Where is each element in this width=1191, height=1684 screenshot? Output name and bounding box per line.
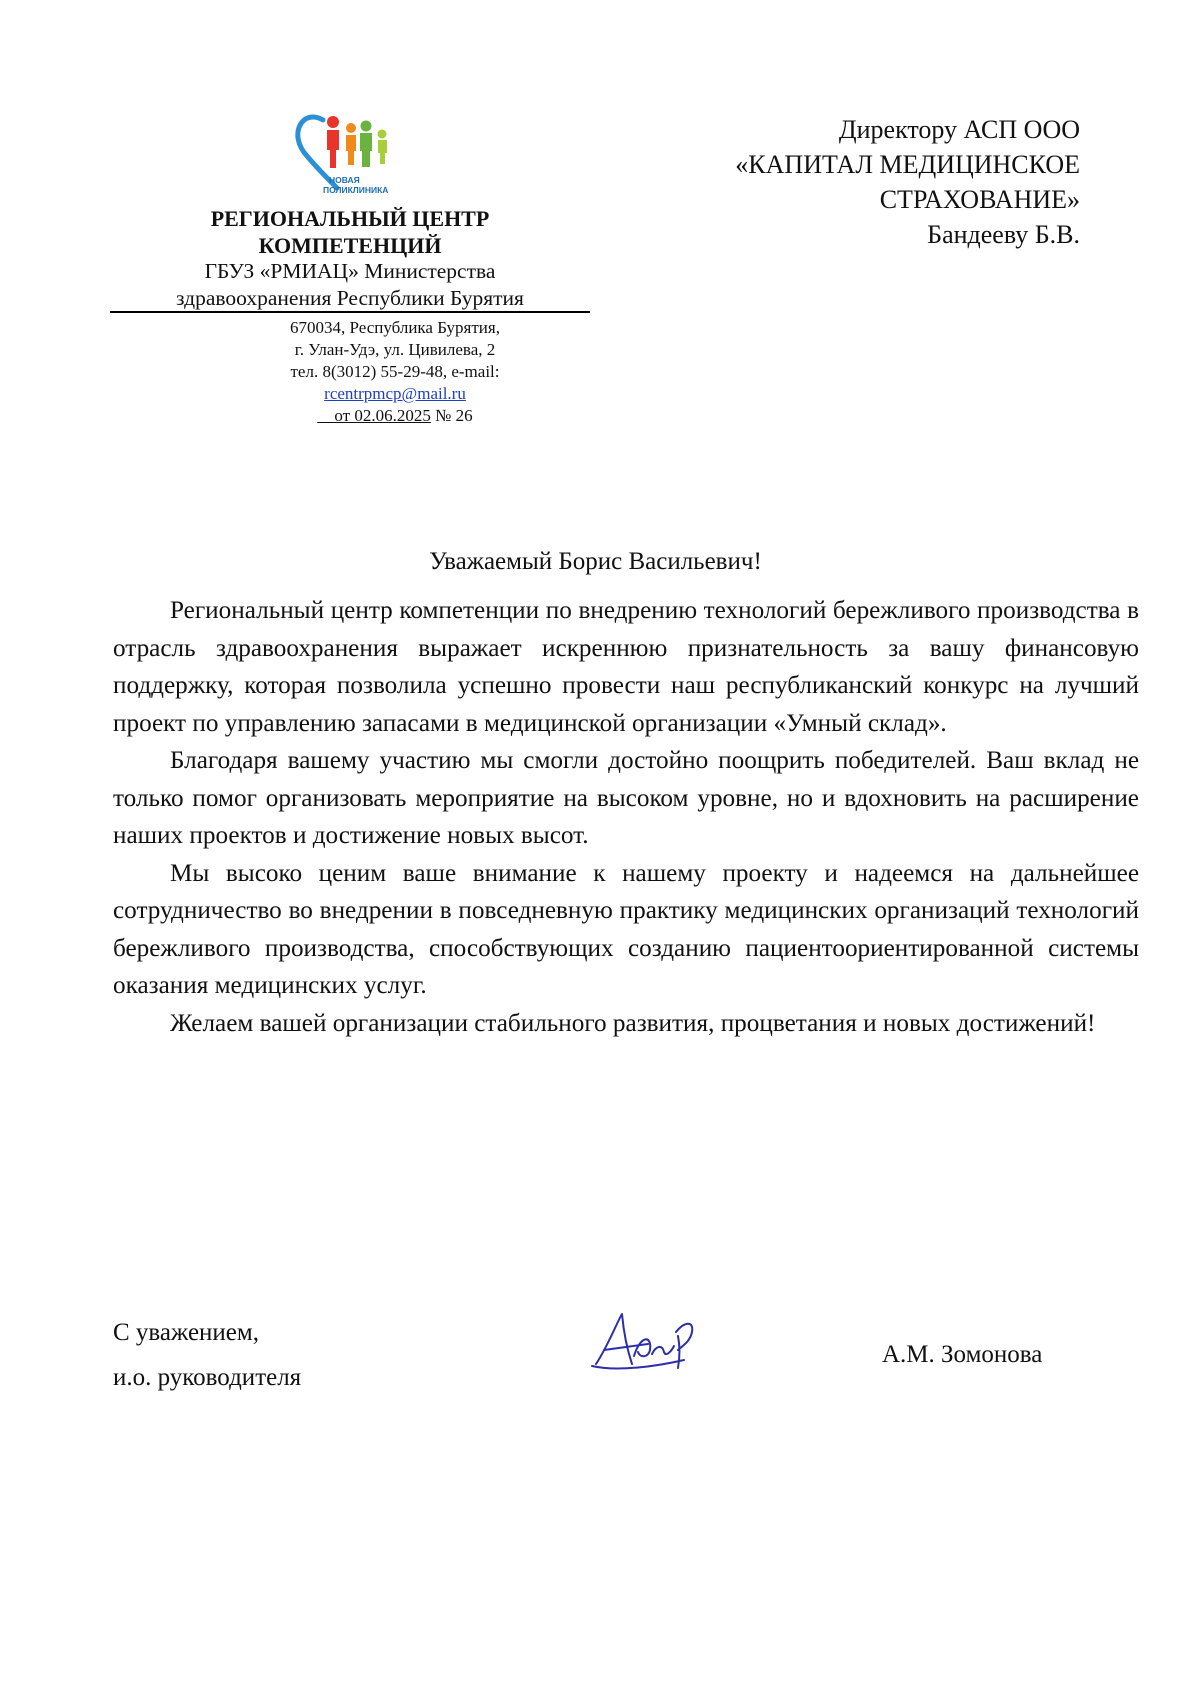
- paragraph: Региональный центр компетенции по внедрению технологий бережливого производства в отрасль здравоохранения выражает искреннюю признательность за вашу финансовую поддержку, которая позволила успешно провести наш республиканский конкурс на лучший проект по управлению запасами в медицинской организации «Умный склад».: [113, 597, 1139, 737]
- org-name-line-2: КОМПЕТЕНЦИЙ: [258, 233, 442, 258]
- address-line-1: 670034, Республика Бурятия,: [290, 318, 500, 337]
- addressee-line-3: СТРАХОВАНИЕ»: [879, 185, 1080, 214]
- paragraph: Желаем вашей организации стабильного развития, процветания и новых достижений!: [170, 1009, 1096, 1037]
- date-number-line: [195, 405, 595, 427]
- letter-body: [113, 592, 1139, 1042]
- letter-number: № 26: [430, 406, 473, 425]
- signer-name: А.М. Зомонова: [882, 1341, 1043, 1368]
- letterhead-divider: [110, 311, 590, 313]
- addressee-line-4: Бандееву Б.В.: [927, 220, 1080, 249]
- org-name-line-1: РЕГИОНАЛЬНЫЙ ЦЕНТР: [210, 206, 490, 231]
- letter-date: __от 02.06.2025: [317, 406, 431, 425]
- logo-text-2: ПОЛИКЛИНИКА: [323, 185, 389, 195]
- addressee-line-1: Директору АСП ООО: [838, 115, 1080, 144]
- phone-line: тел. 8(3012) 55-29-48, e-mail:: [290, 362, 500, 381]
- address-line-2: г. Улан-Удэ, ул. Цивилева, 2: [294, 340, 496, 359]
- signer-position: и.о. руководителя: [113, 1364, 302, 1391]
- salutation: Уважаемый Борис Васильевич!: [429, 548, 762, 575]
- dept-line-2: здравоохранения Республики Бурятия: [176, 286, 524, 310]
- addressee-line-2: «КАПИТАЛ МЕДИЦИНСКОЕ: [735, 150, 1080, 179]
- handwritten-signature: [588, 1306, 708, 1378]
- paragraph: Благодаря вашему участию мы смогли достойно поощрить победителей. Ваш вклад не только помог организовать мероприятие на высоком уровне, но и вдохновить на расширение наших проектов и достижение новых высот.: [113, 747, 1139, 849]
- paragraph: Мы высоко ценим ваше внимание к нашему проекту и надеемся на дальнейшее сотрудничество во внедрении в повседневную практику медицинских организаций технологий бережливого производства, способствующих созданию пациентоориентированной системы оказания медицинских услуг.: [113, 859, 1139, 999]
- clinic-logo: [293, 108, 405, 196]
- logo-text-1: НОВАЯ: [329, 175, 360, 185]
- regards-text: С уважением,: [113, 1319, 259, 1346]
- email-link[interactable]: rcentrpmcp@mail.ru: [324, 384, 466, 403]
- email-line: [195, 383, 595, 405]
- dept-line-1: ГБУЗ «РМИАЦ» Министерства: [204, 259, 496, 283]
